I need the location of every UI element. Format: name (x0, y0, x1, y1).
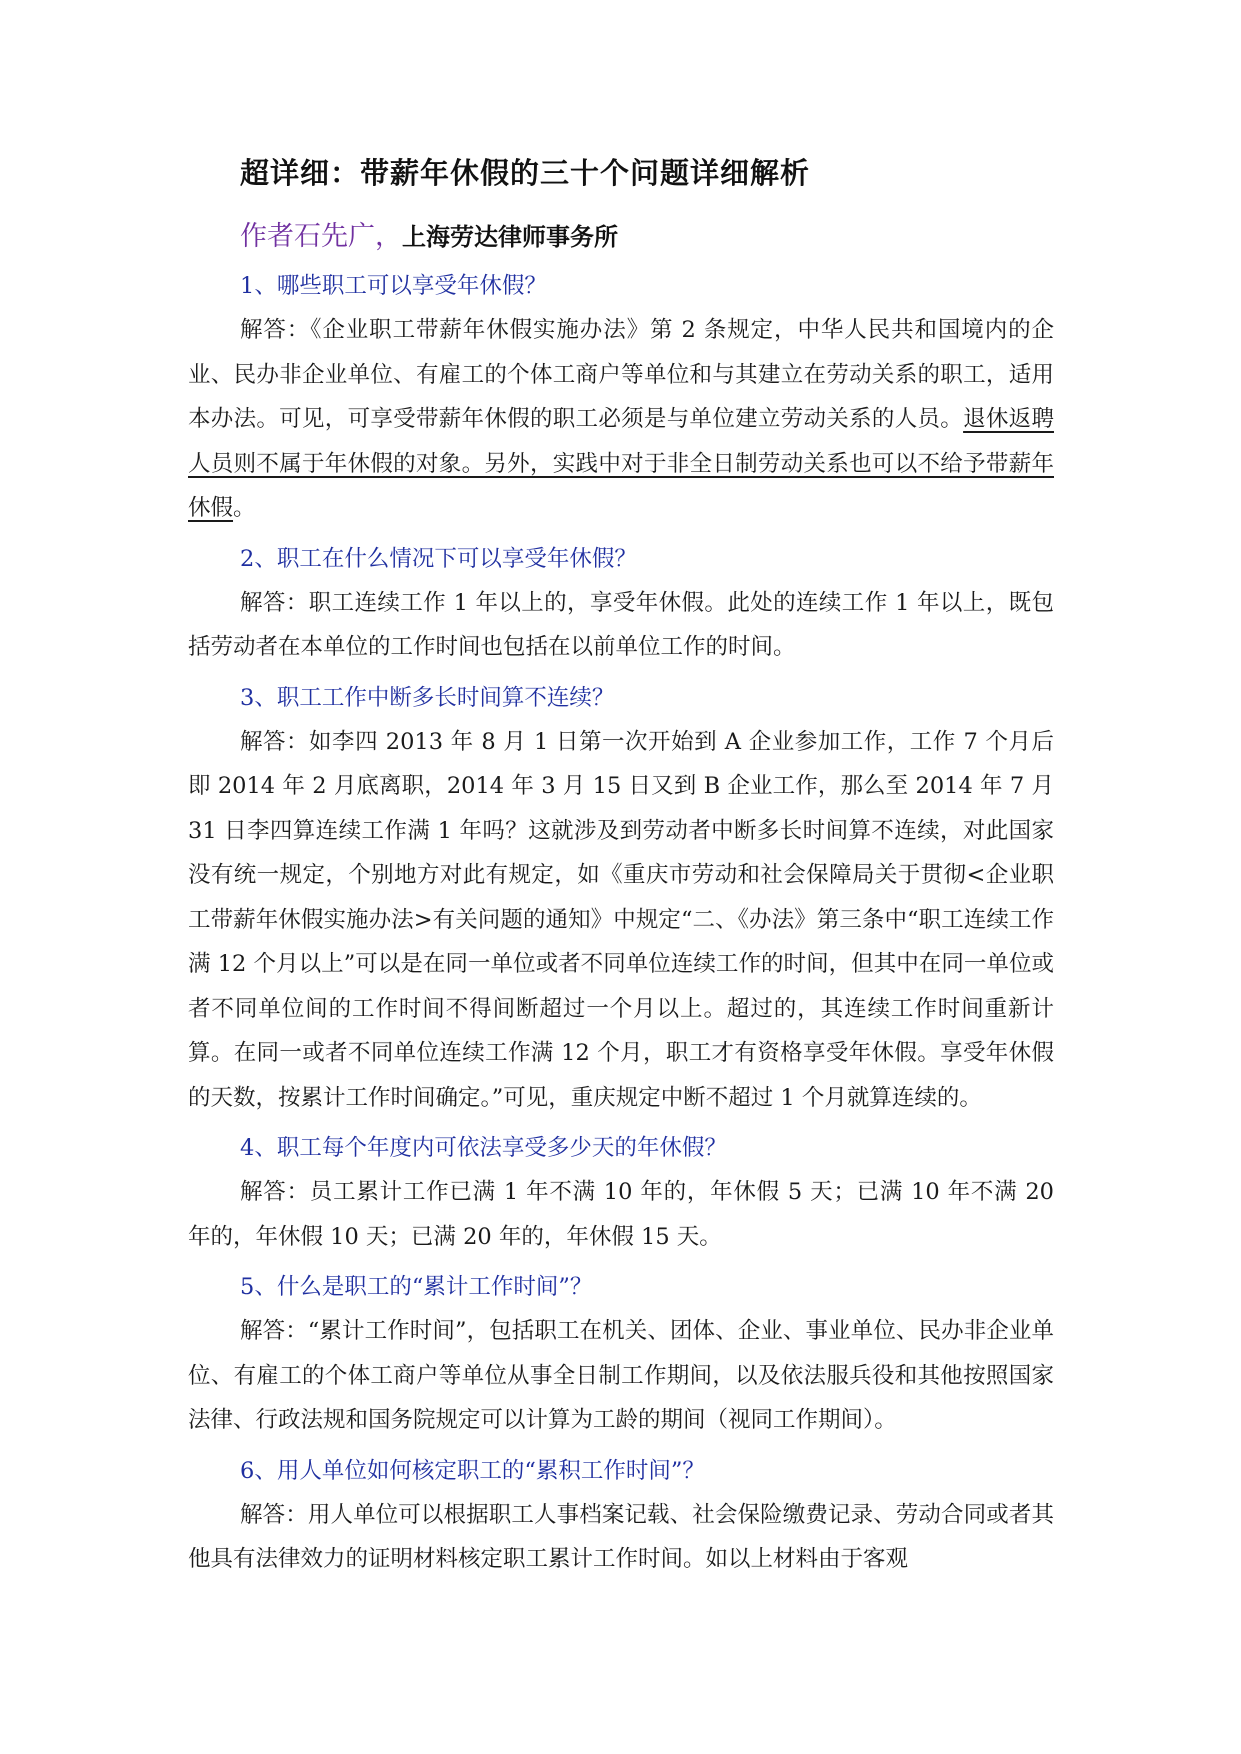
qa-section-3 (188, 676, 1054, 1121)
answer-paragraph: 解答：“累计工作时间”，包括职工在机关、团体、企业、事业单位、民办非企业单位、有雇工的个体工商户等单位从事全日制工作期间，以及依法服兵役和其他按照国家法律、行政法规和国务院规定可以计算为工龄的期间（视同工作期间）。 (188, 1318, 1054, 1433)
question-heading: 4、职工每个年度内可依法享受多少天的年休假？ (240, 1135, 727, 1161)
qa-section-2 (188, 537, 1054, 670)
answer-paragraph: 解答：用人单位可以根据职工人事档案记载、社会保险缴费记录、劳动合同或者其他具有法律效力的证明材料核定职工累计工作时间。如以上材料由于客观 (188, 1501, 1054, 1572)
qa-section-6 (188, 1449, 1054, 1582)
question-heading: 1、哪些职工可以享受年休假？ (240, 273, 547, 299)
answer-text: 解答：《企业职工带薪年休假实施办法》第 2 条规定，中华人民共和国境内的企业、民办非企业单位、有雇工的个体工商户等单位和与其建立在劳动关系的职工，适用本办法。可见，可享受带薪年休假的职工必须是与单位建立劳动关系的人员。 (188, 317, 1054, 432)
question-heading: 3、职工工作中断多长时间算不连续？ (240, 684, 615, 711)
answer-paragraph: 解答：如李四 2013 年 8 月 1 日第一次开始到 A 企业参加工作，工作 7 个月后即 2014 年 2 月底离职，2014 年 3 月 15 日又到 B 企业工作，那么至 2014 年 7 月 31 日李四算连续工作满 1 年吗？这就涉及到劳动者中断多长时间算不连续，对此国家没有统一规定，个别地方对此有规定，如《重庆市劳动和社会保障局关于贯彻<企业职工带薪年休假实施办法>有关问题的通知》中规定“二、《办法》第三条中“职工连续工作满 12 个月以上”可以是在同一单位或者不同单位连续工作的时间，但其中在同一单位或者不同单位间的工作时间不得间断超过一个月以上。超过的，其连续工作时间重新计算。在同一或者不同单位连续工作满 12 个月，职工才有资格享受年休假。享受年休假的天数，按累计工作时间确定。”可见，重庆规定中断不超过 1 个月就算连续的。 (188, 728, 1054, 1111)
question-heading: 2、职工在什么情况下可以享受年休假？ (240, 545, 637, 572)
question-heading: 6、用人单位如何核定职工的“累积工作时间”？ (240, 1457, 705, 1484)
answer-tail: 。 (233, 495, 256, 521)
answer-paragraph (188, 308, 1054, 531)
document-title: 超详细：带薪年休假的三十个问题详细解析 (240, 156, 811, 190)
answer-paragraph: 解答：职工连续工作 1 年以上的，享受年休假。此处的连续工作 1 年以上，既包括劳动者在本单位的工作时间也包括在以前单位工作的时间。 (188, 589, 1054, 660)
author-line (188, 216, 1054, 258)
document-page (188, 150, 1054, 1582)
qa-section-4 (188, 1126, 1054, 1259)
answer-underlined-text: 退休返聘人员则不属于年休假的对象。另外，实践中对于非全日制劳动关系也可以不给予带薪年休假 (188, 406, 1054, 521)
author-firm: 上海劳达律师事务所 (402, 223, 618, 251)
qa-section-5 (188, 1265, 1054, 1443)
qa-section-1 (188, 264, 1054, 531)
author-name: 作者石先广， (240, 221, 402, 252)
question-heading: 5、什么是职工的“累计工作时间”？ (240, 1274, 593, 1300)
answer-paragraph: 解答：员工累计工作已满 1 年不满 10 年的，年休假 5 天；已满 10 年不满 20 年的，年休假 10 天；已满 20 年的，年休假 15 天。 (188, 1179, 1054, 1250)
